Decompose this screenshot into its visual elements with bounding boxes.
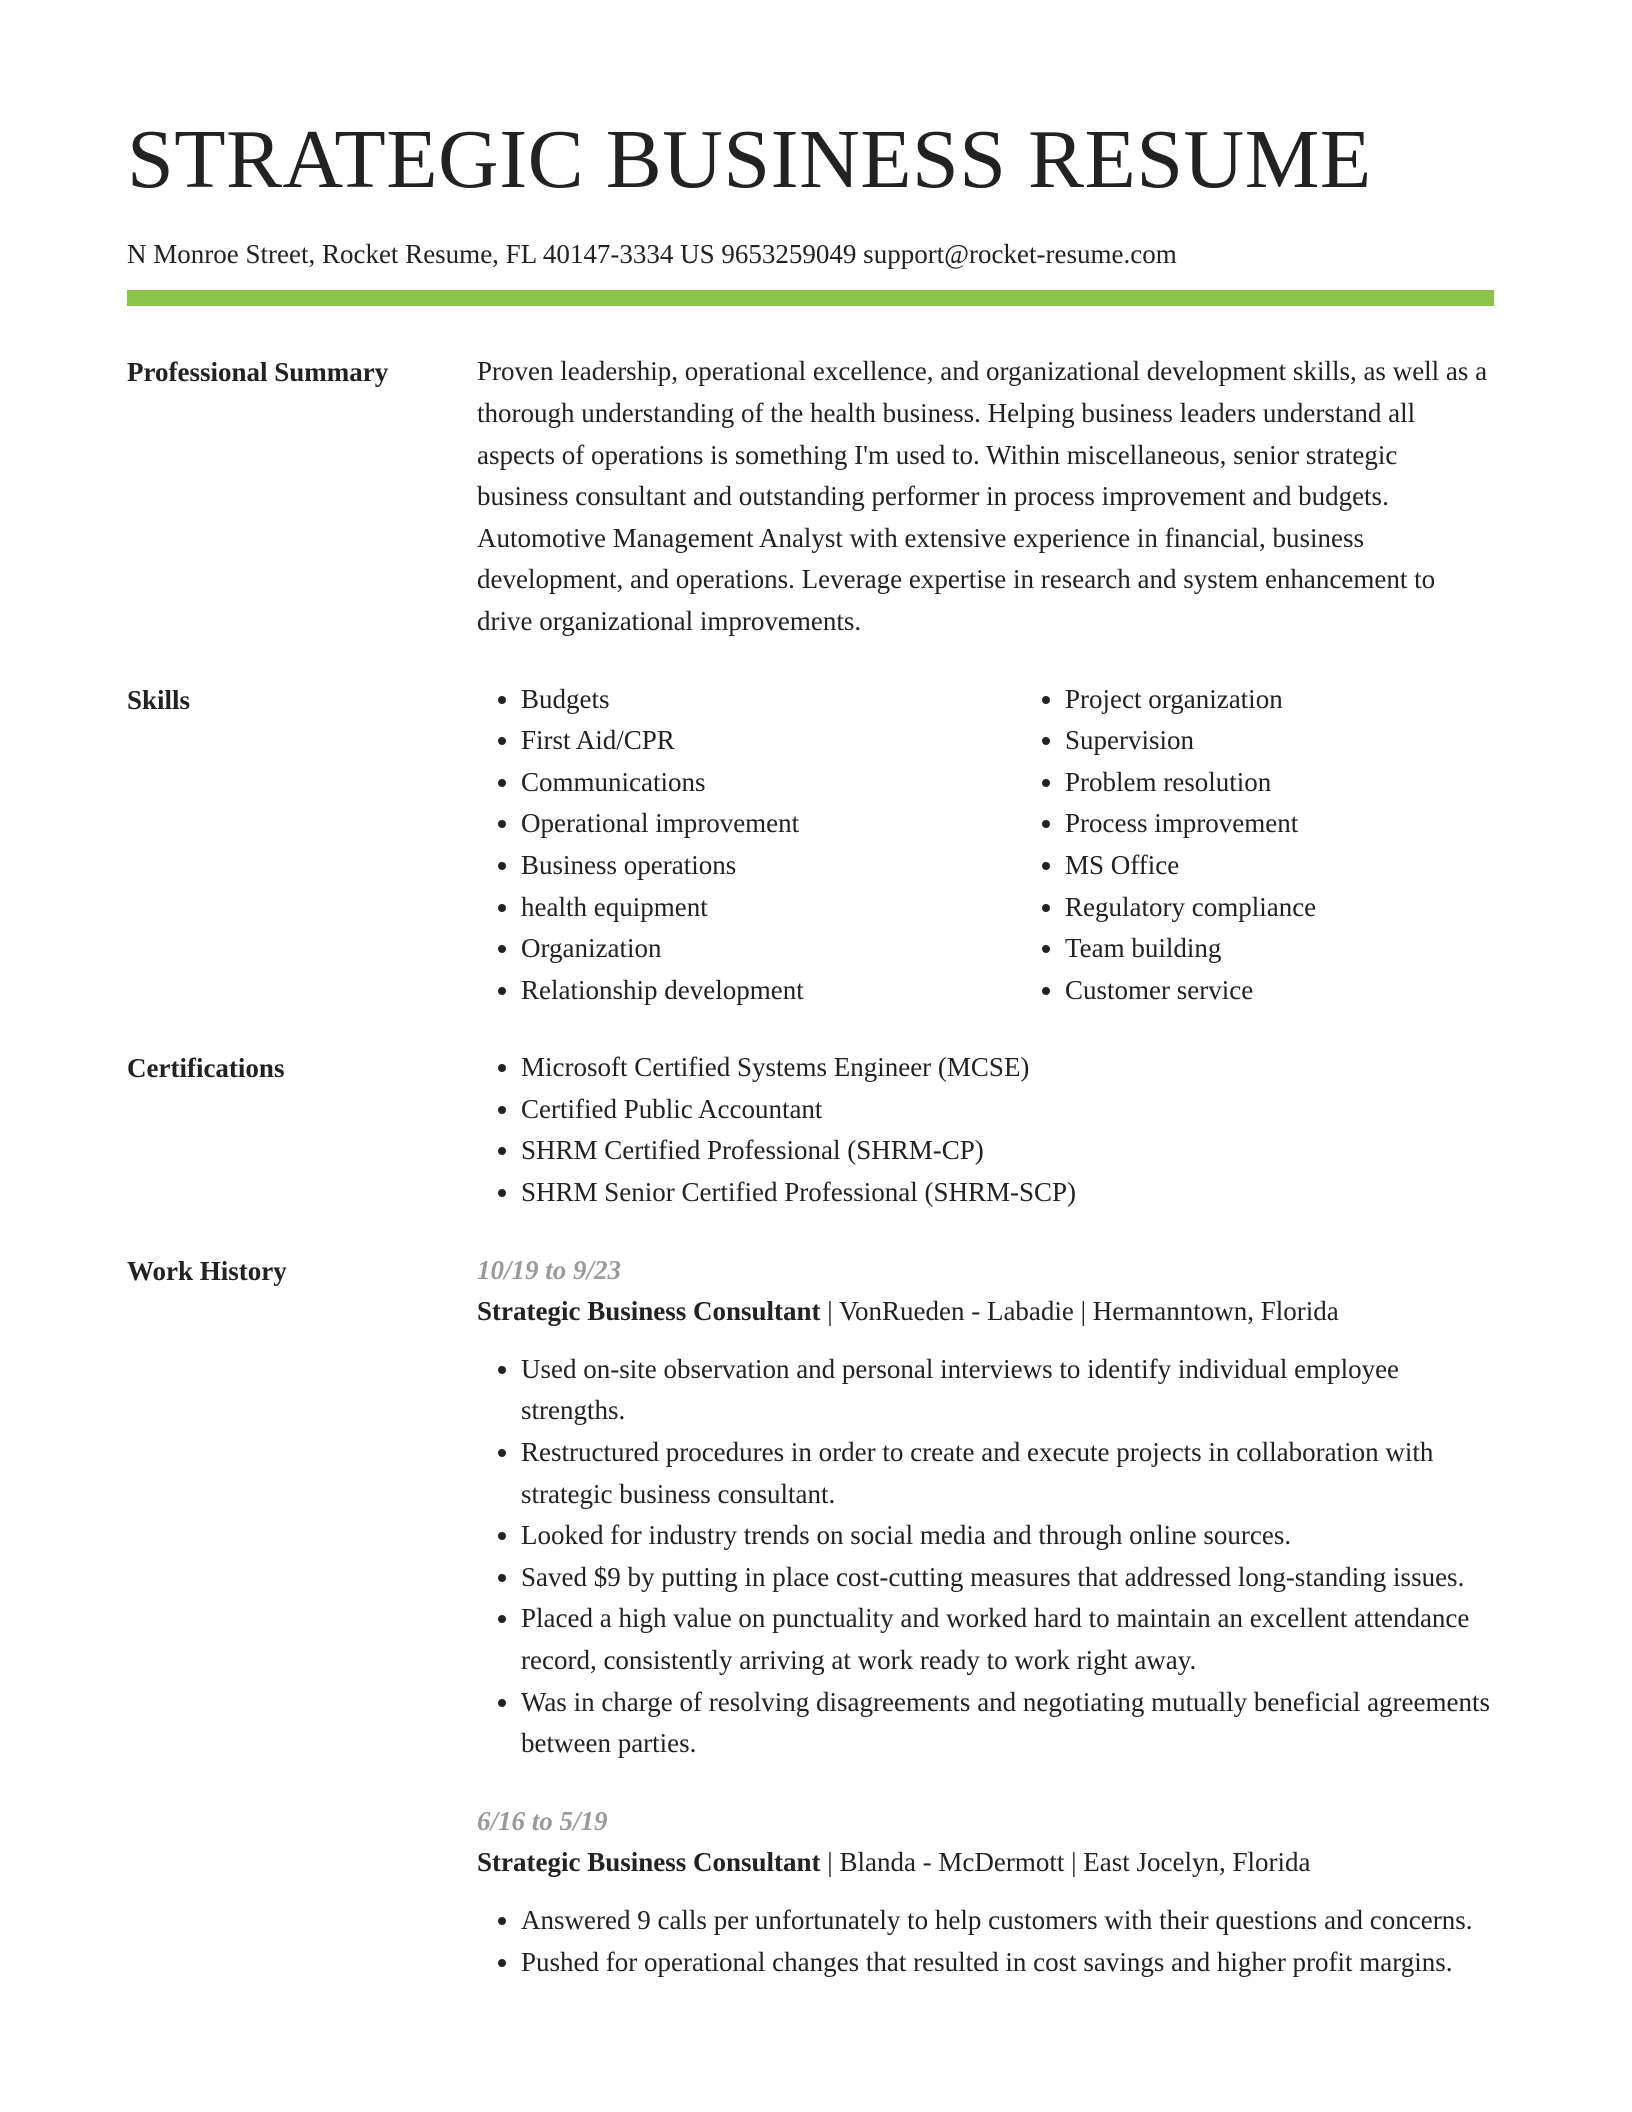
- certification-item: • Certified Public Accountant: [521, 1089, 1494, 1131]
- job-dates: 10/19 to 9/23: [477, 1254, 622, 1285]
- skill-item: • Supervision: [1065, 720, 1545, 762]
- skill-item: • First Aid/CPR: [521, 720, 1021, 762]
- skill-item: • Operational improvement: [521, 803, 1021, 845]
- work-history-heading: Work History: [127, 1255, 287, 1286]
- job-dates: 6/16 to 5/19: [477, 1805, 608, 1836]
- skill-item: • MS Office: [1065, 845, 1545, 887]
- skill-item: • Business operations: [521, 845, 1021, 887]
- skill-item: • Team building: [1065, 928, 1545, 970]
- skill-item: • Budgets: [521, 679, 1021, 721]
- skills-heading: Skills: [127, 684, 191, 715]
- job-bullets: [477, 1349, 1494, 1765]
- skill-item: • Communications: [521, 762, 1021, 804]
- certification-item: • SHRM Senior Certified Professional (SHRM-SCP): [521, 1172, 1494, 1214]
- certification-item: • Microsoft Certified Systems Engineer (MCSE): [521, 1047, 1494, 1089]
- job-title: Strategic Business Consultant: [477, 1296, 821, 1327]
- resume-title: STRATEGIC BUSINESS RESUME: [127, 113, 1372, 206]
- job-entry: [477, 1801, 1494, 1983]
- skills-list-right: [1021, 679, 1545, 1012]
- contact-line: N Monroe Street, Rocket Resume, FL 40147-3334 US 9653259049 support@rocket-resume.com: [127, 239, 1177, 269]
- certifications-list: [477, 1047, 1494, 1213]
- skill-item: • Process improvement: [1065, 803, 1545, 845]
- skill-item: • Customer service: [1065, 970, 1545, 1012]
- job-bullet: • Pushed for operational changes that resulted in cost savings and higher profit margins.: [521, 1942, 1494, 1984]
- skills-section: [127, 679, 1494, 1012]
- skill-item: • Relationship development: [521, 970, 1021, 1012]
- job-details: | Blanda - McDermott | East Jocelyn, Florida: [820, 1847, 1311, 1878]
- job-bullet: • Answered 9 calls per unfortunately to help customers with their questions and concerns.: [521, 1900, 1494, 1942]
- job-bullets: [477, 1900, 1494, 1983]
- skill-item: • health equipment: [521, 887, 1021, 929]
- job-bullet: • Used on-site observation and personal interviews to identify individual employee strengths.: [521, 1349, 1494, 1432]
- work-history-section: [127, 1250, 1494, 1984]
- certification-item: • SHRM Certified Professional (SHRM-CP): [521, 1130, 1494, 1172]
- certifications-heading: Certifications: [127, 1053, 285, 1084]
- job-bullet: • Looked for industry trends on social media and through online sources.: [521, 1515, 1494, 1557]
- job-bullet: • Was in charge of resolving disagreements and negotiating mutually beneficial agreements between parties.: [521, 1682, 1494, 1765]
- skill-item: • Problem resolution: [1065, 762, 1545, 804]
- summary-heading: Professional Summary: [127, 357, 389, 388]
- summary-text: Proven leadership, operational excellence, and organizational development skills, as well as a thorough understanding of the health business. Helping business leaders understand all aspects of operations is something I'm used to. Within miscellaneous, senior strategic business consultant and outstanding performer in process improvement and budgets. Automotive Management Analyst with extensive experience in financial, business development, and operations. Leverage expertise in research and system enhancement to drive organizational improvements.: [477, 356, 1488, 636]
- resume-page: [127, 113, 1494, 1983]
- job-bullet: • Restructured procedures in order to create and execute projects in collaboration with strategic business consultant.: [521, 1432, 1494, 1515]
- job-bullet: • Saved $9 by putting in place cost-cutting measures that addressed long-standing issues.: [521, 1557, 1494, 1599]
- job-entry: [477, 1250, 1494, 1765]
- job-title: Strategic Business Consultant: [477, 1847, 821, 1878]
- skill-item: • Regulatory compliance: [1065, 887, 1545, 929]
- job-header: [477, 1291, 1494, 1333]
- skill-item: • Organization: [521, 928, 1021, 970]
- header-divider: [127, 290, 1494, 306]
- summary-section: [127, 351, 1494, 642]
- skill-item: • Project organization: [1065, 679, 1545, 721]
- job-bullet: • Placed a high value on punctuality and worked hard to maintain an excellent attendance record, consistently arriving at work ready to work right away.: [521, 1598, 1494, 1681]
- certifications-section: [127, 1047, 1494, 1213]
- job-details: | VonRueden - Labadie | Hermanntown, Florida: [820, 1296, 1339, 1327]
- job-header: [477, 1842, 1494, 1884]
- skills-list-left: [477, 679, 1021, 1012]
